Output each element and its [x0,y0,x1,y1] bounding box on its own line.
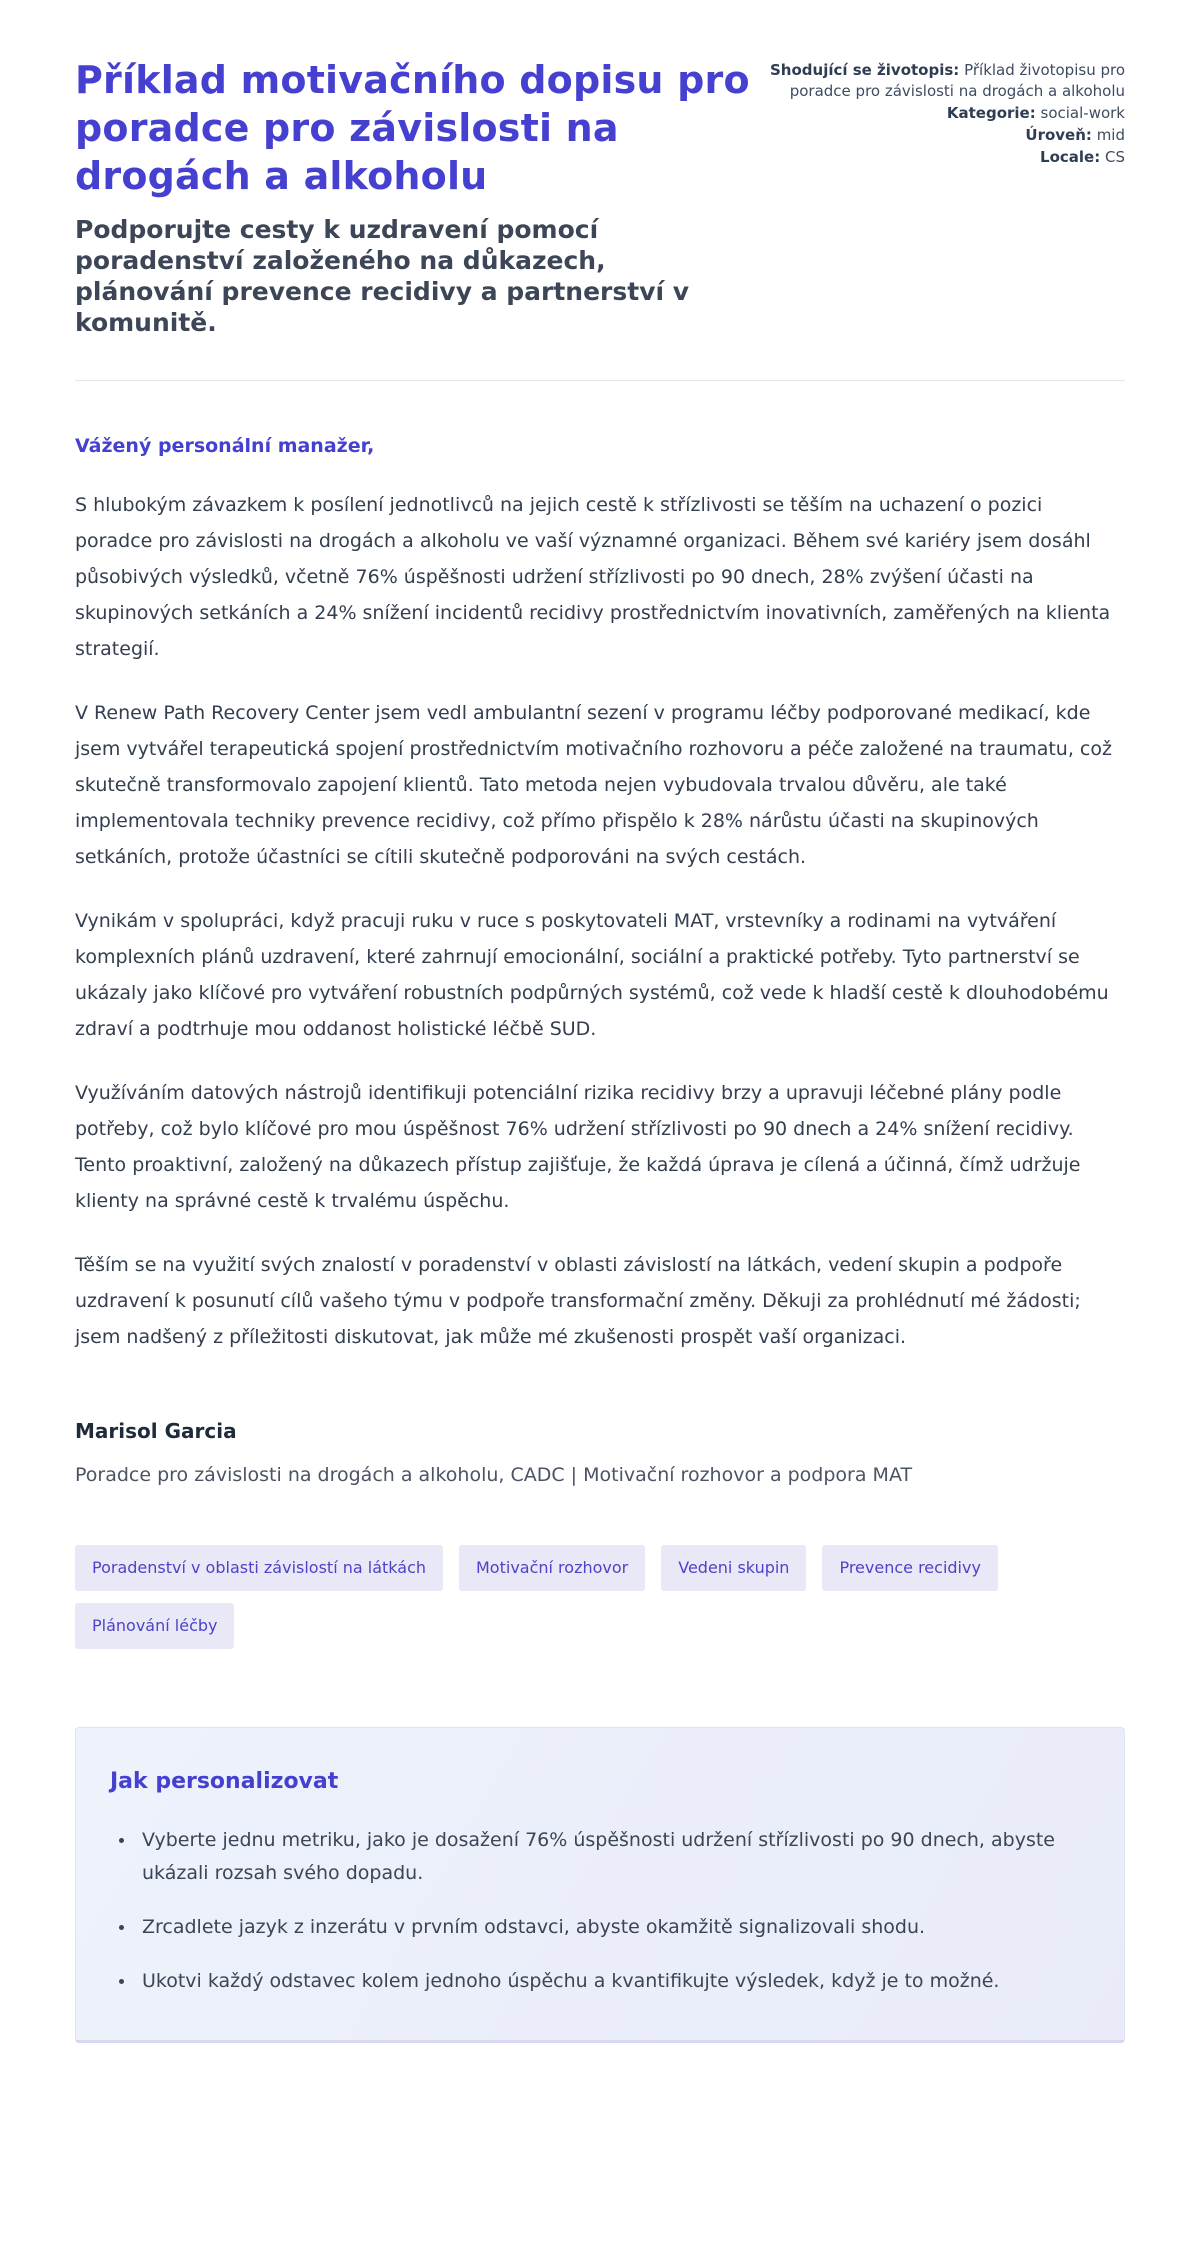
header-divider [75,380,1125,381]
tips-item-3: • Ukotvi každý odstavec kolem jednoho úspěchu a kvantifikujte výsledek, když je to možné. [136,1965,1090,1998]
meta-category-label: Kategorie: [946,104,1036,122]
meta-locale-value: CS [1105,148,1125,166]
tips-list [110,1824,1090,1998]
tag-chip-substance-abuse-counseling[interactable]: Poradenství v oblasti závislostí na látkách [75,1545,443,1591]
header-title-block [75,56,763,338]
signature-name: Marisol Garcia [75,1419,237,1443]
meta-matching-resume-label: Shodující se životopis: [769,61,960,79]
letter-paragraph-1: S hlubokým závazkem k posílení jednotlivců na jejich cestě k střízlivosti se těším na uchazení o pozici poradce pro závislosti na drogách a alkoholu ve vaší významné organizaci. Během své kariéry jsem dosáhl působivých výsledků, včetně 76% úspěšnosti udržení střízlivosti po 90 dnech, 28% zvýšení účasti na skupinových setkáních a 24% snížení incidentů recidivy prostřednictvím inovativních, zaměřených na klienta strategií. [75,494,1111,660]
tips-heading: Jak personalizovat [110,1769,339,1794]
meta-block [763,56,1125,169]
personalization-tips-box [75,1727,1125,2043]
tips-item-2: • Zrcadlete jazyk z inzerátu v prvním odstavci, abyste okamžitě signalizovali shodu. [136,1911,1090,1944]
meta-category-value: social-work [1040,104,1125,122]
page-title: Příklad motivačního dopisu pro poradce pro závislosti na drogách a alkoholu [75,58,750,198]
meta-level-value: mid [1096,126,1125,144]
meta-level [763,125,1125,146]
skill-tags [75,1545,1075,1649]
page-subtitle: Podporujte cesty k uzdravení pomocí poradenství založeného na důkazech, plánování prevence recidivy a partnerství v komunitě. [75,215,690,337]
cover-letter-body [75,433,1125,1489]
tag-chip-treatment-planning[interactable]: Plánování léčby [75,1603,234,1649]
tag-chip-group-facilitation[interactable]: Vedeni skupin [661,1545,806,1591]
page-header [75,56,1125,338]
signature-block [75,1417,1125,1489]
tips-item-1: • Vyberte jednu metriku, jako je dosažení 76% úspěšnosti udržení střízlivosti po 90 dnech, abyste ukázali rozsah svého dopadu. [136,1824,1090,1890]
letter-salutation: Vážený personální manažer, [75,435,375,457]
meta-category [763,103,1125,124]
tag-chip-relapse-prevention[interactable]: Prevence recidivy [822,1545,997,1591]
meta-locale [763,147,1125,168]
letter-paragraph-3: Vynikám v spolupráci, když pracuji ruku v ruce s poskytovateli MAT, vrstevníky a rodinami na vytváření komplexních plánů uzdravení, které zahrnují emocionální, sociální a praktické potřeby. Tyto partnerství se ukázaly jako klíčové pro vytváření robustních podpůrných systémů, což vede k hladší cestě k dlouhodobému zdraví a podtrhuje mou oddanost holistické léčbě SUD. [75,910,1109,1040]
signature-role: Poradce pro závislosti na drogách a alkoholu, CADC | Motivační rozhovor a podpora MAT [75,1464,913,1486]
meta-matching-resume-value: Příklad životopisu pro poradce pro závislosti na drogách a alkoholu [789,61,1125,100]
meta-level-label: Úroveň: [1025,126,1092,144]
letter-paragraph-5: Těším se na využití svých znalostí v poradenství v oblasti závislostí na látkách, vedení skupin a podpoře uzdravení k posunutí cílů vašeho týmu v podpoře transformační změny. Děkuji za prohlédnutí mé žádosti; jsem nadšený z příležitosti diskutovat, jak může mé zkušenosti prospět vaší organizaci. [75,1254,1081,1348]
letter-paragraph-2: V Renew Path Recovery Center jsem vedl ambulantní sezení v programu léčby podporované medikací, kde jsem vytvářel terapeutická spojení prostřednictvím motivačního rozhovoru a péče založené na traumatu, což skutečně transformovalo zapojení klientů. Tato metoda nejen vybudovala trvalou důvěru, ale také implementovala techniky prevence recidivy, což přímo přispělo k 28% nárůstu účasti na skupinových setkáních, protože účastníci se cítili skutečně podporováni na svých cestách. [75,702,1112,868]
letter-paragraph-4: Využíváním datových nástrojů identifikuji potenciální rizika recidivy brzy a upravuji léčebné plány podle potřeby, což bylo klíčové pro mou úspěšnost 76% udržení střízlivosti po 90 dnech a 24% snížení recidivy. Tento proaktivní, založený na důkazech přístup zajišťuje, že každá úprava je cílená a účinná, čímž udržuje klienty na správné cestě k trvalému úspěchu. [75,1082,1081,1212]
tag-chip-motivational-interviewing[interactable]: Motivační rozhovor [459,1545,645,1591]
meta-locale-label: Locale: [1040,148,1101,166]
meta-matching-resume [763,60,1125,102]
